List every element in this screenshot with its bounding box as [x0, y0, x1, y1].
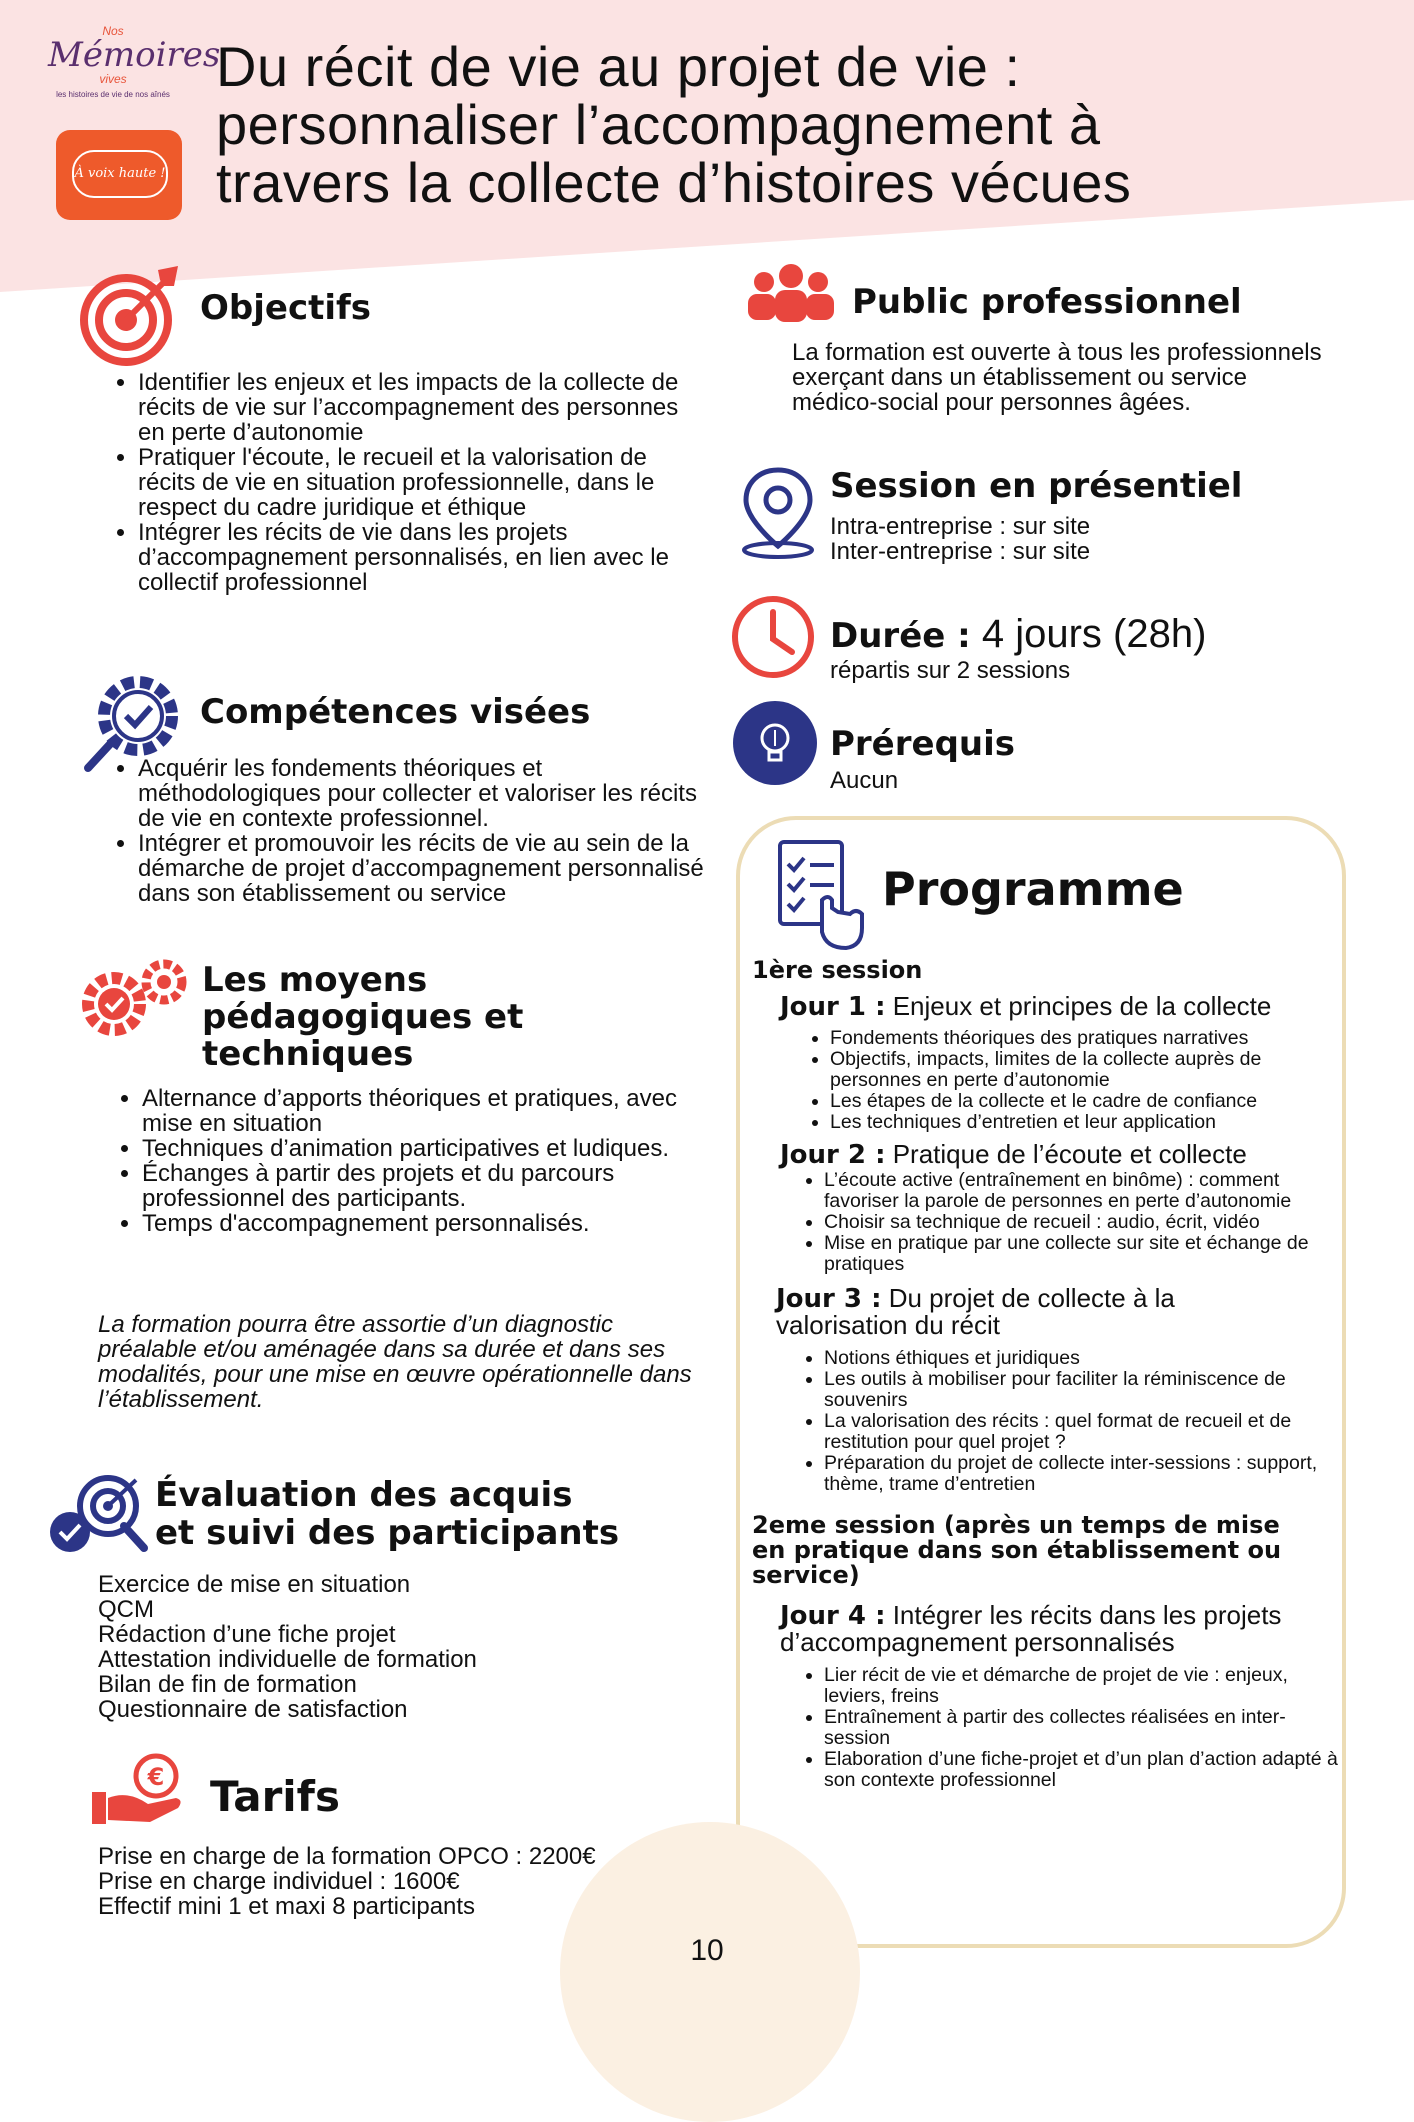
- list-item: • Intégrer et promouvoir les récits de vie au sein de la démarche de projet d’accompagnement personnalisé dans son établissement ou service: [138, 831, 718, 906]
- jour-4-label: Jour 4 :: [780, 1601, 886, 1631]
- public-text: La formation est ouverte à tous les professionnels exerçant dans un établissement ou service médico-social pour personnes âgées.: [792, 339, 1322, 416]
- target-check-icon: [48, 1474, 152, 1556]
- competences-title: Compétences visées: [200, 692, 591, 732]
- evaluation-line: QCM: [98, 1596, 154, 1623]
- session-line-1: Intra-entreprise : sur site: [830, 513, 1091, 540]
- brain-bulb-icon: [732, 700, 818, 786]
- list-item: • Temps d'accompagnement personnalisés.: [142, 1211, 712, 1236]
- title-line-2: personnaliser l’accompagnement à: [216, 93, 1101, 156]
- list-item: • Préparation du projet de collecte inter-sessions : support, thème, trame d’entretien: [824, 1453, 1342, 1495]
- list-item: • Intégrer les récits de vie dans les projets d’accompagnement personnalisés, en lien avec le collectif professionnel: [138, 520, 708, 595]
- prerequis-title: Prérequis: [830, 724, 1016, 764]
- list-item: • Identifier les enjeux et les impacts de la collecte de récits de vie sur l’accompagnement des personnes en perte d’autonomie: [138, 370, 708, 445]
- list-item: • Choisir sa technique de recueil : audio, écrit, vidéo: [824, 1212, 1342, 1233]
- tarif-line: Effectif mini 1 et maxi 8 participants: [98, 1893, 476, 1920]
- duree-sub: répartis sur 2 sessions: [830, 657, 1071, 684]
- group-people-icon: [746, 262, 836, 324]
- jour-1-heading: [780, 993, 1342, 1020]
- objectifs-list: [108, 370, 708, 595]
- evaluation-title: [155, 1476, 619, 1552]
- competences-list: [108, 756, 718, 906]
- target-icon: [80, 262, 184, 366]
- jour-1-label: Jour 1 :: [780, 992, 886, 1022]
- objectifs-section: [108, 370, 708, 595]
- logo-top-text: Nos: [102, 24, 124, 38]
- list-item: • Elaboration d’une fiche-projet et d’un plan d’action adapté à son contexte professionnel: [824, 1749, 1342, 1791]
- programme-content: [752, 958, 1342, 1791]
- session-1-label: 1ère session: [752, 956, 923, 984]
- evaluation-line: Bilan de fin de formation: [98, 1671, 357, 1698]
- jour-3-title: Du projet de collecte à la valorisation du récit: [776, 1283, 1175, 1340]
- session-section: [830, 514, 1330, 564]
- clock-icon: [730, 594, 816, 680]
- evaluation-line: Rédaction d’une fiche projet: [98, 1621, 396, 1648]
- tarif-line: Prise en charge de la formation OPCO : 2200€: [98, 1843, 596, 1870]
- list-item: • Les étapes de la collecte et le cadre de confiance: [830, 1091, 1342, 1112]
- duree-label: Durée :: [830, 616, 971, 656]
- list-item: • L’écoute active (entraînement en binôme) : comment favoriser la parole de personnes en perte d’autonomie: [824, 1170, 1342, 1212]
- duree-section: [830, 612, 1330, 683]
- list-item: • Les outils à mobiliser pour faciliter la réminiscence de souvenirs: [824, 1369, 1342, 1411]
- title-line-3: travers la collecte d’histoires vécues: [216, 151, 1132, 214]
- page-number: 10: [690, 1934, 724, 1967]
- logo-tagline: les histoires de vie de nos aînés: [56, 90, 170, 99]
- moyens-note: La formation pourra être assortie d’un diagnostic préalable et/ou aménagée dans sa durée et dans ses modalités, pour une mise en œuvre opérationnelle dans l’établissement.: [98, 1311, 692, 1413]
- session-line-2: Inter-entreprise : sur site: [830, 538, 1091, 565]
- list-item: • Objectifs, impacts, limites de la collecte auprès de personnes en perte d’autonomie: [830, 1049, 1342, 1091]
- list-item: • Les techniques d’entretien et leur application: [830, 1112, 1342, 1133]
- list-item: • Pratiquer l'écoute, le recueil et la valorisation de récits de vie en situation professionnelle, dans le respect du cadre juridique et éthique: [138, 445, 708, 520]
- list-item: • Entraînement à partir des collectes réalisées en inter-session: [824, 1707, 1342, 1749]
- evaluation-line: Attestation individuelle de formation: [98, 1646, 477, 1673]
- hand-euro-icon: [90, 1752, 186, 1828]
- list-item: • Lier récit de vie et démarche de projet de vie : enjeux, leviers, freins: [824, 1665, 1342, 1707]
- logo-nos-memoires-vives: [48, 24, 221, 99]
- jour-2-label: Jour 2 :: [780, 1140, 886, 1170]
- svg-text:€: €: [147, 1763, 165, 1791]
- moyens-section: [112, 1086, 712, 1236]
- duree-value: 4 jours (28h): [970, 612, 1207, 656]
- evaluation-line: Questionnaire de satisfaction: [98, 1696, 408, 1723]
- public-title: Public professionnel: [852, 282, 1242, 322]
- checklist-hand-icon: [776, 836, 868, 954]
- jour-4-list: [798, 1665, 1342, 1791]
- jour-3-heading: [776, 1285, 1236, 1338]
- prerequis-value: Aucun: [830, 767, 899, 794]
- badge-text: À voix haute !: [72, 150, 168, 198]
- a-voix-haute-badge: [56, 130, 182, 220]
- jour-4-title: Intégrer les récits dans les projets d’accompagnement personnalisés: [780, 1600, 1282, 1657]
- title-line-1: Du récit de vie au projet de vie :: [216, 35, 1021, 98]
- list-item: • Acquérir les fondements théoriques et méthodologiques pour collecter et valoriser les récits de vie en contexte professionnel.: [138, 756, 718, 831]
- session-2-label: 2eme session (après un temps de mise en pratique dans son établissement ou service): [752, 1511, 1282, 1589]
- list-item: • Échanges à partir des projets et du parcours professionnel des participants.: [142, 1161, 712, 1211]
- location-pin-icon: [738, 466, 818, 560]
- logo-brand-text: Mémoires: [48, 35, 221, 75]
- objectifs-title: Objectifs: [200, 288, 372, 328]
- tarif-line: Prise en charge individuel : 1600€: [98, 1868, 460, 1895]
- moyens-list: [112, 1086, 712, 1236]
- evaluation-section: [98, 1572, 718, 1722]
- jour-2-list: [798, 1170, 1342, 1275]
- list-item: • Fondements théoriques des pratiques narratives: [830, 1028, 1342, 1049]
- jour-4-heading: [780, 1602, 1330, 1655]
- footer-decor-circle: [560, 1822, 860, 2122]
- page-title: [216, 35, 1376, 214]
- jour-3-label: Jour 3 :: [776, 1284, 882, 1314]
- evaluation-title-line-1: Évaluation des acquis: [155, 1475, 573, 1515]
- logo-sub-text: vives: [99, 72, 127, 86]
- evaluation-line: Exercice de mise en situation: [98, 1571, 411, 1598]
- session-title: Session en présentiel: [830, 466, 1243, 506]
- competences-section: [108, 756, 718, 906]
- evaluation-title-line-2: et suivi des participants: [155, 1513, 620, 1553]
- duree-line: [830, 612, 1330, 658]
- jour-1-list: [804, 1028, 1342, 1133]
- tarifs-title: Tarifs: [210, 1772, 340, 1821]
- jour-1-title: Enjeux et principes de la collecte: [885, 991, 1272, 1021]
- list-item: • Techniques d’animation participatives et ludiques.: [142, 1136, 712, 1161]
- programme-title: Programme: [882, 862, 1184, 916]
- list-item: • Notions éthiques et juridiques: [824, 1348, 1342, 1369]
- gears-check-icon: [80, 958, 190, 1038]
- jour-2-heading: [780, 1141, 1342, 1168]
- jour-2-title: Pratique de l’écoute et collecte: [885, 1139, 1247, 1169]
- jour-3-list: [798, 1348, 1342, 1495]
- list-item: • Alternance d’apports théoriques et pratiques, avec mise en situation: [142, 1086, 712, 1136]
- list-item: • La valorisation des récits : quel format de recueil et de restitution pour quel projet ?: [824, 1411, 1342, 1453]
- list-item: • Mise en pratique par une collecte sur site et échange de pratiques: [824, 1233, 1342, 1275]
- moyens-title: Les moyens pédagogiques et techniques: [202, 960, 524, 1074]
